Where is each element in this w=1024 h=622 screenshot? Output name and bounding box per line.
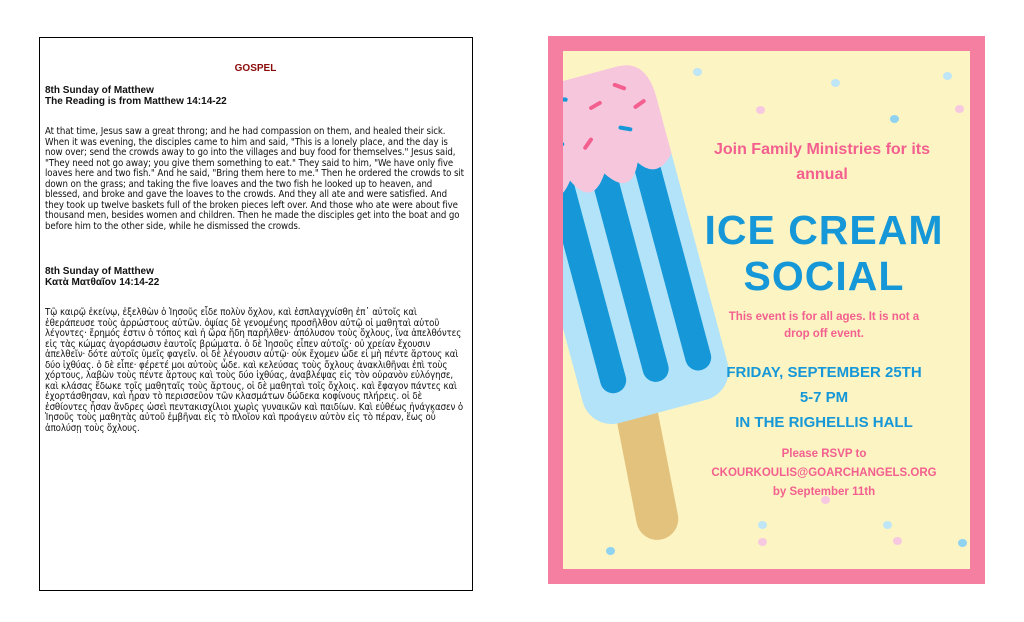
flyer-rsvp [683,445,965,502]
greek-heading-sunday: 8th Sunday of Matthew [45,266,154,277]
english-reading [45,85,466,232]
flyer-date: FRIDAY, SEPTEMBER 25TH [726,364,922,381]
gospel-page [39,37,473,591]
flyer-title-line2: SOCIAL [743,253,905,299]
flyer-note-line2: drop off event. [784,328,864,340]
flyer-location: IN THE RIGHELLIS HALL [735,414,913,431]
flyer-intro-line2: annual [796,166,848,183]
english-reading-text: At that time, Jesus saw a great throng; and he had compassion on them, and healed their sick. When it was evening, the disciples came to him and said, "This is a lonely place, and the day is now over; send the crowds away to go into the villages and buy food for themselves." Jesus said, "They need not go away; you give them something to eat." They said to him, "We have only five loaves here and two fish." And he said, "Bring them here to me." Then he ordered the crowds to sit down on the grass; and taking the five loaves and the two fish he looked up to heaven, and blessed, and broke and gave the loaves to the crowds. And they all ate and were satisfied. And they took up twelve baskets full of the broken pieces left over. And those who ate were about five thousand men, besides women and children. Then he made the disciples get into the boat and go before him to the other side, while he dismissed the crowds. [45,126,464,232]
flyer-intro [681,137,963,187]
english-heading-reference: The Reading is from Matthew 14:14-22 [45,96,227,107]
greek-heading-reference: Κατὰ Ματθαῖον 14:14-22 [45,277,160,288]
ice-cream-social-flyer [548,36,985,584]
flyer-time: 5-7 PM [799,389,849,406]
flyer-background [563,51,970,569]
flyer-age-note [693,309,955,343]
flyer-title-line1: ICE CREAM [704,207,944,253]
flyer-rsvp-email: CKOURKOULIS@GOARCHANGELS.ORG [711,467,937,479]
flyer-rsvp-line1: Please RSVP to [781,448,867,460]
greek-reading-text: Τῷ καιρῷ ἐκείνῳ, ἐξελθὼν ὁ Ἰησοῦς εἶδε πολὺν ὄχλον, καὶ ἐσπλαγχνίσθη ἐπ᾽ αὐτοῖς καὶ ἐθεράπευσε τοὺς ἀρρώστους αὐτῶν. ὀψίας δὲ γενομένης προσῆλθον αὐτῷ οἱ μαθηταὶ αὐτοῦ λέγοντες· ἔρημός ἐστιν ὁ τόπος καὶ ἡ ὥρα ἤδη παρῆλθεν· ἀπόλυσον τοὺς ὄχλους, ἵνα ἀπελθόντες εἰς τὰς κώμας ἀγοράσωσιν ἑαυτοῖς βρώματα. ὁ δὲ Ἰησοῦς εἶπεν αὐτοῖς· οὐ χρείαν ἔχουσιν ἀπελθεῖν· δότε αὐτοῖς ὑμεῖς φαγεῖν. οἱ δὲ λέγουσιν αὐτῷ· οὐκ ἔχομεν ὧδε εἰ μὴ πέντε ἄρτους καὶ δύο ἰχθύας. ὁ δὲ εἶπε· φέρετέ μοι αὐτοὺς ὧδε. καὶ κελεύσας τοὺς ὄχλους ἀνακλιθῆναι ἐπὶ τοὺς χόρτους, λαβὼν τοὺς πέντε ἄρτους καὶ τοὺς δύο ἰχθύας, ἀναβλέψας εἰς τὸν οὐρανὸν εὐλόγησε, καὶ κλάσας ἔδωκε τοῖς μαθηταῖς τοὺς ἄρτους, οἱ δὲ μαθηταὶ τοῖς ὄχλοις. καὶ ἔφαγον πάντες καὶ ἐχορτάσθησαν, καὶ ἦραν τὸ περισσεῦον τῶν κλασμάτων δώδεκα κοφίνους πλήρεις. οἱ δὲ ἐσθίοντες ἦσαν ἄνδρες ὡσεὶ πεντακισχίλιοι χωρὶς γυναικῶν καὶ παιδίων. Καὶ εὐθέως ἠνάγκασεν ὁ Ἰησοῦς τοὺς μαθητὰς αὐτοῦ ἐμβῆναι εἰς τὸ πλοῖον καὶ προάγειν αὐτὸν εἰς τὸ πέραν, ἕως οὗ ἀπολύσῃ τοὺς ὄχλους. [45,307,464,434]
english-heading-sunday: 8th Sunday of Matthew [45,85,154,96]
flyer-rsvp-deadline: by September 11th [772,486,876,498]
flyer-note-line1: This event is for all ages. It is not a [728,311,920,323]
gospel-title: GOSPEL [234,63,277,74]
flyer-event-details [683,360,965,435]
greek-reading [45,266,466,434]
flyer-intro-line1: Join Family Ministries for its [713,141,931,158]
flyer-title [683,207,965,299]
